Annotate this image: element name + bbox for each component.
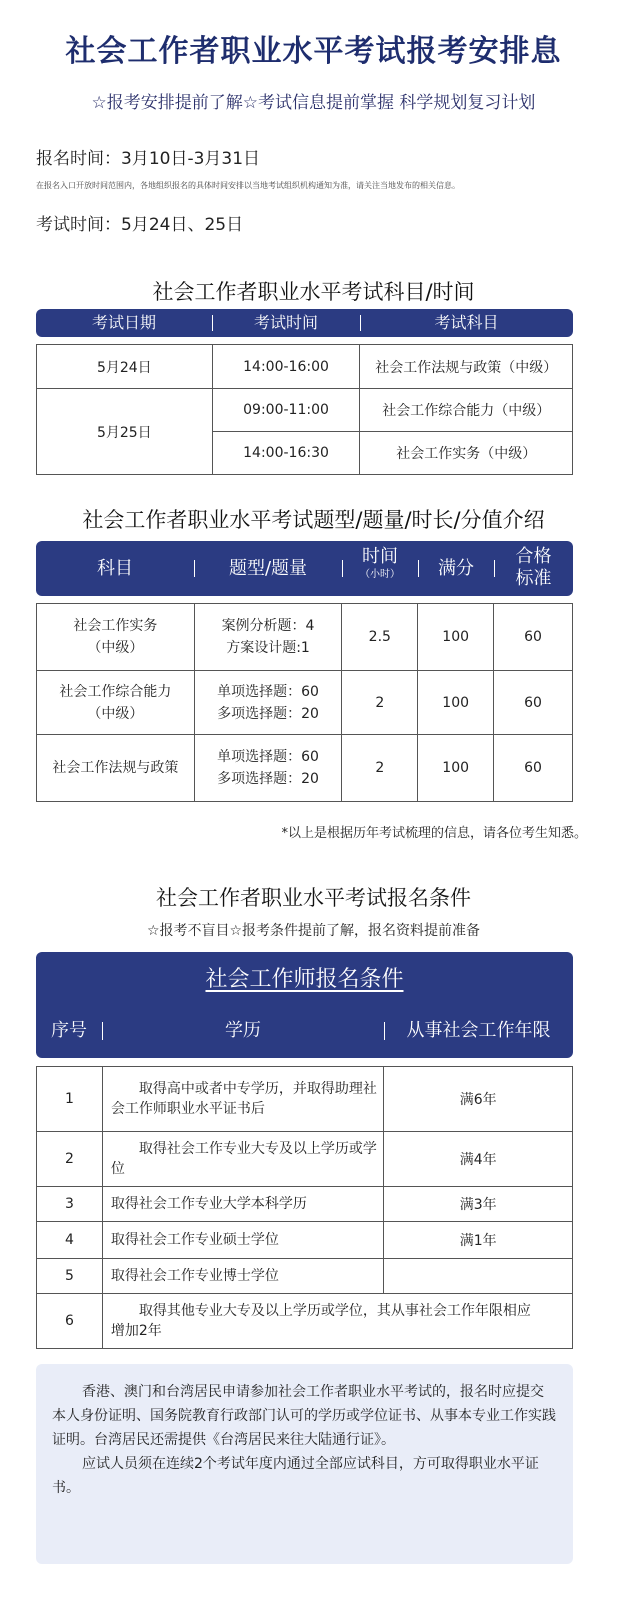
- table-cell: 取得社会工作专业硕士学位: [102, 1222, 384, 1259]
- header-edu: 学历: [225, 1020, 261, 1041]
- table-cell: 取得社会工作专业大学本科学历: [102, 1187, 384, 1222]
- cell-line: 案例分析题：4: [221, 618, 315, 634]
- table-cell: 2: [342, 671, 418, 735]
- table-row: [37, 1259, 573, 1294]
- table-cell: [37, 604, 195, 671]
- table-cell: 满4年: [384, 1132, 573, 1187]
- table-cell: 2: [342, 735, 418, 802]
- note-paragraph: 香港、澳门和台湾居民申请参加社会工作者职业水平考试的，报名时应提交本人身份证明、国务院教育行政部门认可的学历或学位证书、从事本专业工作实践证明。台湾居民还需提供《台湾居民来往大陆通行证》。: [52, 1384, 556, 1448]
- header-time-unit: （小时）: [360, 569, 400, 580]
- table-cell: 60: [494, 671, 573, 735]
- table-row: [37, 1294, 573, 1349]
- header-no: 序号: [51, 1020, 87, 1041]
- cell-line: （中级）: [87, 640, 144, 656]
- table-cell: 4: [37, 1222, 103, 1259]
- table-cell: 60: [494, 735, 573, 802]
- table-row: [37, 604, 573, 671]
- table-cell: 100: [418, 604, 494, 671]
- table-cell: 满3年: [384, 1187, 573, 1222]
- cell-line: 方案设计题:1: [226, 640, 310, 656]
- table-cell: 14:00-16:00: [212, 345, 360, 389]
- table-cell: 09:00-11:00: [212, 389, 360, 432]
- table-cell: 社会工作法规与政策（中级）: [360, 345, 573, 389]
- notes-box: [36, 1364, 573, 1564]
- table-cell: 取得高中或者中专学历，并取得助理社会工作师职业水平证书后: [102, 1067, 384, 1132]
- schedule-header-bar: [36, 309, 573, 337]
- table-row: [37, 1187, 573, 1222]
- page-subtitle: ☆报考安排提前了解☆考试信息提前掌握 科学规划复习计划: [91, 93, 536, 113]
- table-cell: [37, 671, 195, 735]
- table-cell: 5: [37, 1259, 103, 1294]
- table-cell: 取得其他专业大专及以上学历或学位，其从事社会工作年限相应增加2年: [102, 1294, 572, 1349]
- cell-line: 单项选择题：60: [217, 683, 319, 700]
- schedule-table: [36, 344, 573, 475]
- table-cell: 6: [37, 1294, 103, 1349]
- conditions-box-title: [36, 966, 573, 994]
- registration-time: 报名时间：3月10日-3月31日: [36, 149, 261, 169]
- exam-time: 考试时间：5月24日、25日: [36, 215, 244, 235]
- header-full: 满分: [438, 558, 474, 579]
- table-cell: 100: [418, 671, 494, 735]
- format-title: 社会工作者职业水平考试题型/题量/时长/分值介绍: [82, 508, 545, 532]
- table-row: [37, 1222, 573, 1259]
- table-cell: 14:00-16:30: [212, 432, 360, 475]
- registration-note: 在报名入口开放时间范围内，各地组织报名的具体时间安排以当地考试组织机构通知为准，请关注当地发布的相关信息。: [36, 181, 460, 190]
- table-row: [37, 735, 573, 802]
- page-title: 社会工作者职业水平考试报考安排息: [65, 34, 562, 69]
- cell-line: 社会工作实务: [73, 618, 158, 634]
- header-time: 考试时间: [253, 313, 318, 332]
- header-time-label: 时间: [362, 546, 398, 567]
- header-pass-line2: 标准: [515, 568, 552, 589]
- table-cell: 社会工作法规与政策: [37, 735, 195, 802]
- table-cell: [384, 1259, 573, 1294]
- table-cell: 取得社会工作专业大专及以上学历或学位: [102, 1132, 384, 1187]
- table-row: [37, 1067, 573, 1132]
- conditions-box-title-text: 社会工作师报名条件: [205, 967, 404, 992]
- table-cell: 2.5: [342, 604, 418, 671]
- table-cell: 5月25日: [37, 389, 213, 475]
- table-cell: 100: [418, 735, 494, 802]
- table-cell: 2: [37, 1132, 103, 1187]
- table-row: [37, 1132, 573, 1187]
- table-cell: 60: [494, 604, 573, 671]
- table-row: [37, 345, 573, 389]
- conditions-title: 社会工作者职业水平考试报名条件: [156, 886, 471, 910]
- cell-line: 社会工作综合能力: [59, 683, 172, 700]
- table-cell: [194, 671, 342, 735]
- table-row: [37, 389, 573, 432]
- cell-line: （中级）: [87, 705, 144, 722]
- table-cell: 满6年: [384, 1067, 573, 1132]
- table-row: [37, 671, 573, 735]
- cell-line: 单项选择题：60: [217, 749, 319, 765]
- format-footnote: *以上是根据历年考试梳理的信息，请各位考生知悉。: [281, 826, 587, 841]
- header-subject: 科目: [97, 558, 133, 579]
- table-cell: [194, 604, 342, 671]
- table-cell: 3: [37, 1187, 103, 1222]
- conditions-table: [36, 1066, 573, 1349]
- header-pass: [494, 546, 573, 590]
- header-years: 从事社会工作年限: [406, 1020, 551, 1041]
- table-cell: 社会工作实务（中级）: [360, 432, 573, 475]
- table-cell: 1: [37, 1067, 103, 1132]
- format-table: [36, 603, 573, 802]
- header-time: [342, 546, 418, 582]
- table-cell: 社会工作综合能力（中级）: [360, 389, 573, 432]
- conditions-subtitle: ☆报考不盲目☆报考条件提前了解，报名资料提前准备: [146, 923, 481, 939]
- table-cell: 取得社会工作专业博士学位: [102, 1259, 384, 1294]
- table-cell: [194, 735, 342, 802]
- schedule-title: 社会工作者职业水平考试科目/时间: [152, 280, 475, 304]
- cell-line: 多项选择题：20: [217, 705, 319, 722]
- cell-line: 多项选择题：20: [217, 771, 319, 787]
- conditions-header-bar: [36, 952, 573, 1058]
- header-type: 题型/题量: [228, 558, 308, 579]
- table-cell: 满1年: [384, 1222, 573, 1259]
- header-pass-line1: 合格: [515, 546, 552, 567]
- table-cell: 5月24日: [37, 345, 213, 389]
- header-subject: 考试科目: [434, 313, 499, 332]
- format-header-bar: [36, 541, 573, 596]
- header-date: 考试日期: [91, 313, 156, 332]
- note-paragraph: 应试人员须在连续2个考试年度内通过全部应试科目，方可取得职业水平证书。: [52, 1456, 539, 1496]
